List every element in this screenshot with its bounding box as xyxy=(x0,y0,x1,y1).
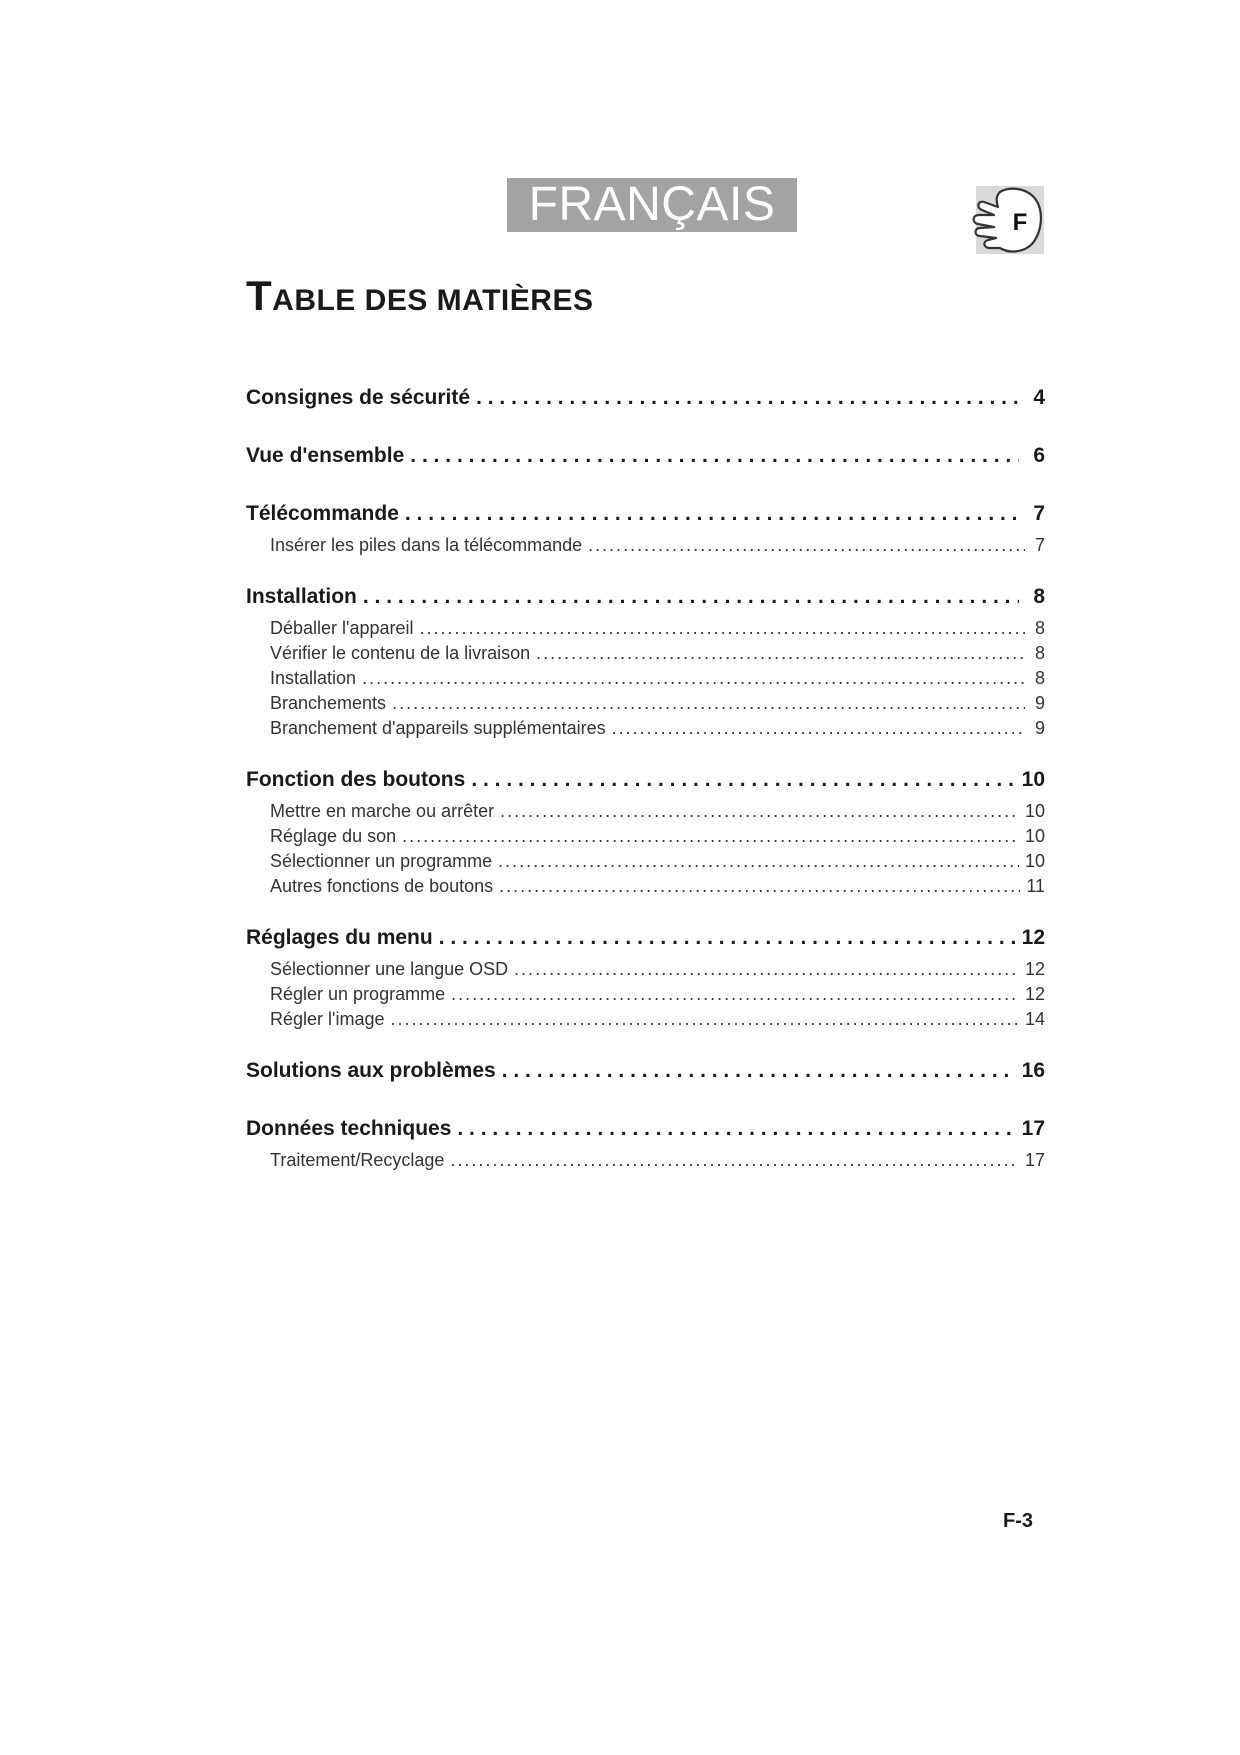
toc-entry-title: Solutions aux problèmes xyxy=(246,1059,496,1082)
toc-subentry-page: 17 xyxy=(1024,1150,1045,1170)
dot-leader xyxy=(402,824,1019,849)
toc-subentry-title: Branchements xyxy=(270,693,387,713)
toc-main-entry[interactable] xyxy=(246,378,1045,417)
toc-main-entry[interactable] xyxy=(246,494,1045,533)
title-first-letter: T xyxy=(246,272,273,319)
toc-subentry-title: Déballer l'appareil xyxy=(270,618,414,638)
toc-entry-page: 7 xyxy=(1033,502,1045,525)
page-title xyxy=(246,272,593,320)
toc-sub-entry[interactable] xyxy=(246,824,1045,849)
toc-subentry-page: 10 xyxy=(1024,826,1045,846)
toc-entry-title: Vue d'ensemble xyxy=(246,444,405,467)
toc-subentry-title: Insérer les piles dans la télécommande xyxy=(270,535,583,555)
table-of-contents xyxy=(246,378,1045,1192)
dot-leader xyxy=(450,1148,1019,1173)
toc-entry-page: 16 xyxy=(1021,1059,1045,1082)
toc-sub-entry[interactable] xyxy=(246,799,1045,824)
dot-leader xyxy=(500,799,1019,824)
dot-leader xyxy=(536,641,1025,666)
toc-entry-page: 6 xyxy=(1033,444,1045,467)
toc-sub-entry[interactable] xyxy=(246,874,1045,899)
toc-subentry-title: Sélectionner une langue OSD xyxy=(270,959,509,979)
dot-leader xyxy=(363,577,1019,616)
toc-entry-page: 4 xyxy=(1033,386,1045,409)
toc-main-entry[interactable] xyxy=(246,760,1045,799)
dot-leader xyxy=(612,716,1025,741)
toc-subentry-title: Vérifier le contenu de la livraison xyxy=(270,643,531,663)
dot-leader xyxy=(391,1007,1019,1032)
toc-subentry-page: 7 xyxy=(1034,535,1045,555)
toc-subentry-title: Installation xyxy=(270,668,357,688)
page-number: F-3 xyxy=(1003,1510,1033,1532)
dot-leader xyxy=(498,849,1019,874)
toc-section xyxy=(246,760,1045,899)
dot-leader xyxy=(392,691,1025,716)
toc-sub-entry[interactable] xyxy=(246,691,1045,716)
dot-leader xyxy=(439,918,1016,957)
dot-leader xyxy=(499,874,1020,899)
toc-subentry-page: 12 xyxy=(1024,984,1045,1004)
dot-leader xyxy=(410,436,1019,475)
toc-subentry-title: Réglage du son xyxy=(270,826,397,846)
toc-entry-title: Fonction des boutons xyxy=(246,768,466,791)
dot-leader xyxy=(451,982,1019,1007)
toc-sub-entry[interactable] xyxy=(246,641,1045,666)
toc-subentry-page: 10 xyxy=(1024,851,1045,871)
dot-leader xyxy=(420,616,1025,641)
toc-entry-page: 8 xyxy=(1033,585,1045,608)
toc-sub-entry[interactable] xyxy=(246,1007,1045,1032)
title-rest: ABLE DES MATIÈRES xyxy=(272,284,594,317)
toc-subentry-page: 10 xyxy=(1024,801,1045,821)
toc-entry-page: 17 xyxy=(1021,1117,1045,1140)
toc-sub-entry[interactable] xyxy=(246,616,1045,641)
toc-subentry-page: 11 xyxy=(1026,876,1045,896)
toc-subentry-page: 8 xyxy=(1034,618,1045,638)
dot-leader xyxy=(514,957,1019,982)
toc-subentry-title: Régler un programme xyxy=(270,984,446,1004)
dot-leader xyxy=(362,666,1025,691)
toc-entry-title: Données techniques xyxy=(246,1117,452,1140)
dot-leader xyxy=(588,533,1025,558)
toc-subentry-title: Sélectionner un programme xyxy=(270,851,493,871)
toc-main-entry[interactable] xyxy=(246,436,1045,475)
toc-subentry-title: Branchement d'appareils supplémentaires xyxy=(270,718,606,738)
toc-sub-entry[interactable] xyxy=(246,666,1045,691)
dot-leader xyxy=(457,1109,1015,1148)
toc-subentry-title: Traitement/Recyclage xyxy=(270,1150,445,1170)
toc-section xyxy=(246,577,1045,741)
toc-section xyxy=(246,1051,1045,1090)
toc-section xyxy=(246,918,1045,1032)
toc-entry-title: Réglages du menu xyxy=(246,926,433,949)
toc-sub-entry[interactable] xyxy=(246,849,1045,874)
toc-entry-title: Télécommande xyxy=(246,502,399,525)
toc-subentry-title: Autres fonctions de boutons xyxy=(270,876,494,896)
toc-subentry-title: Mettre en marche ou arrêter xyxy=(270,801,495,821)
toc-sub-entry[interactable] xyxy=(246,533,1045,558)
language-banner: FRANÇAIS xyxy=(507,178,797,232)
toc-section xyxy=(246,1109,1045,1173)
toc-subentry-page: 14 xyxy=(1024,1009,1045,1029)
toc-subentry-page: 9 xyxy=(1034,693,1045,713)
toc-sub-entry[interactable] xyxy=(246,957,1045,982)
toc-section xyxy=(246,436,1045,475)
toc-section xyxy=(246,494,1045,558)
toc-subentry-title: Régler l'image xyxy=(270,1009,385,1029)
toc-subentry-page: 12 xyxy=(1024,959,1045,979)
toc-main-entry[interactable] xyxy=(246,918,1045,957)
hand-pointer-icon xyxy=(970,182,1048,258)
dot-leader xyxy=(471,760,1015,799)
dot-leader xyxy=(502,1051,1016,1090)
toc-main-entry[interactable] xyxy=(246,1051,1045,1090)
dot-leader xyxy=(405,494,1019,533)
toc-main-entry[interactable] xyxy=(246,1109,1045,1148)
toc-sub-entry[interactable] xyxy=(246,982,1045,1007)
toc-subentry-page: 8 xyxy=(1034,643,1045,663)
toc-entry-title: Installation xyxy=(246,585,357,608)
toc-entry-title: Consignes de sécurité xyxy=(246,386,471,409)
hand-letter: F xyxy=(1012,209,1028,236)
toc-entry-page: 12 xyxy=(1021,926,1045,949)
toc-entry-page: 10 xyxy=(1021,768,1045,791)
toc-subentry-page: 9 xyxy=(1034,718,1045,738)
toc-subentry-page: 8 xyxy=(1034,668,1045,688)
dot-leader xyxy=(476,378,1019,417)
toc-main-entry[interactable] xyxy=(246,577,1045,616)
toc-sub-entry[interactable] xyxy=(246,716,1045,741)
toc-section xyxy=(246,378,1045,417)
toc-sub-entry[interactable] xyxy=(246,1148,1045,1173)
